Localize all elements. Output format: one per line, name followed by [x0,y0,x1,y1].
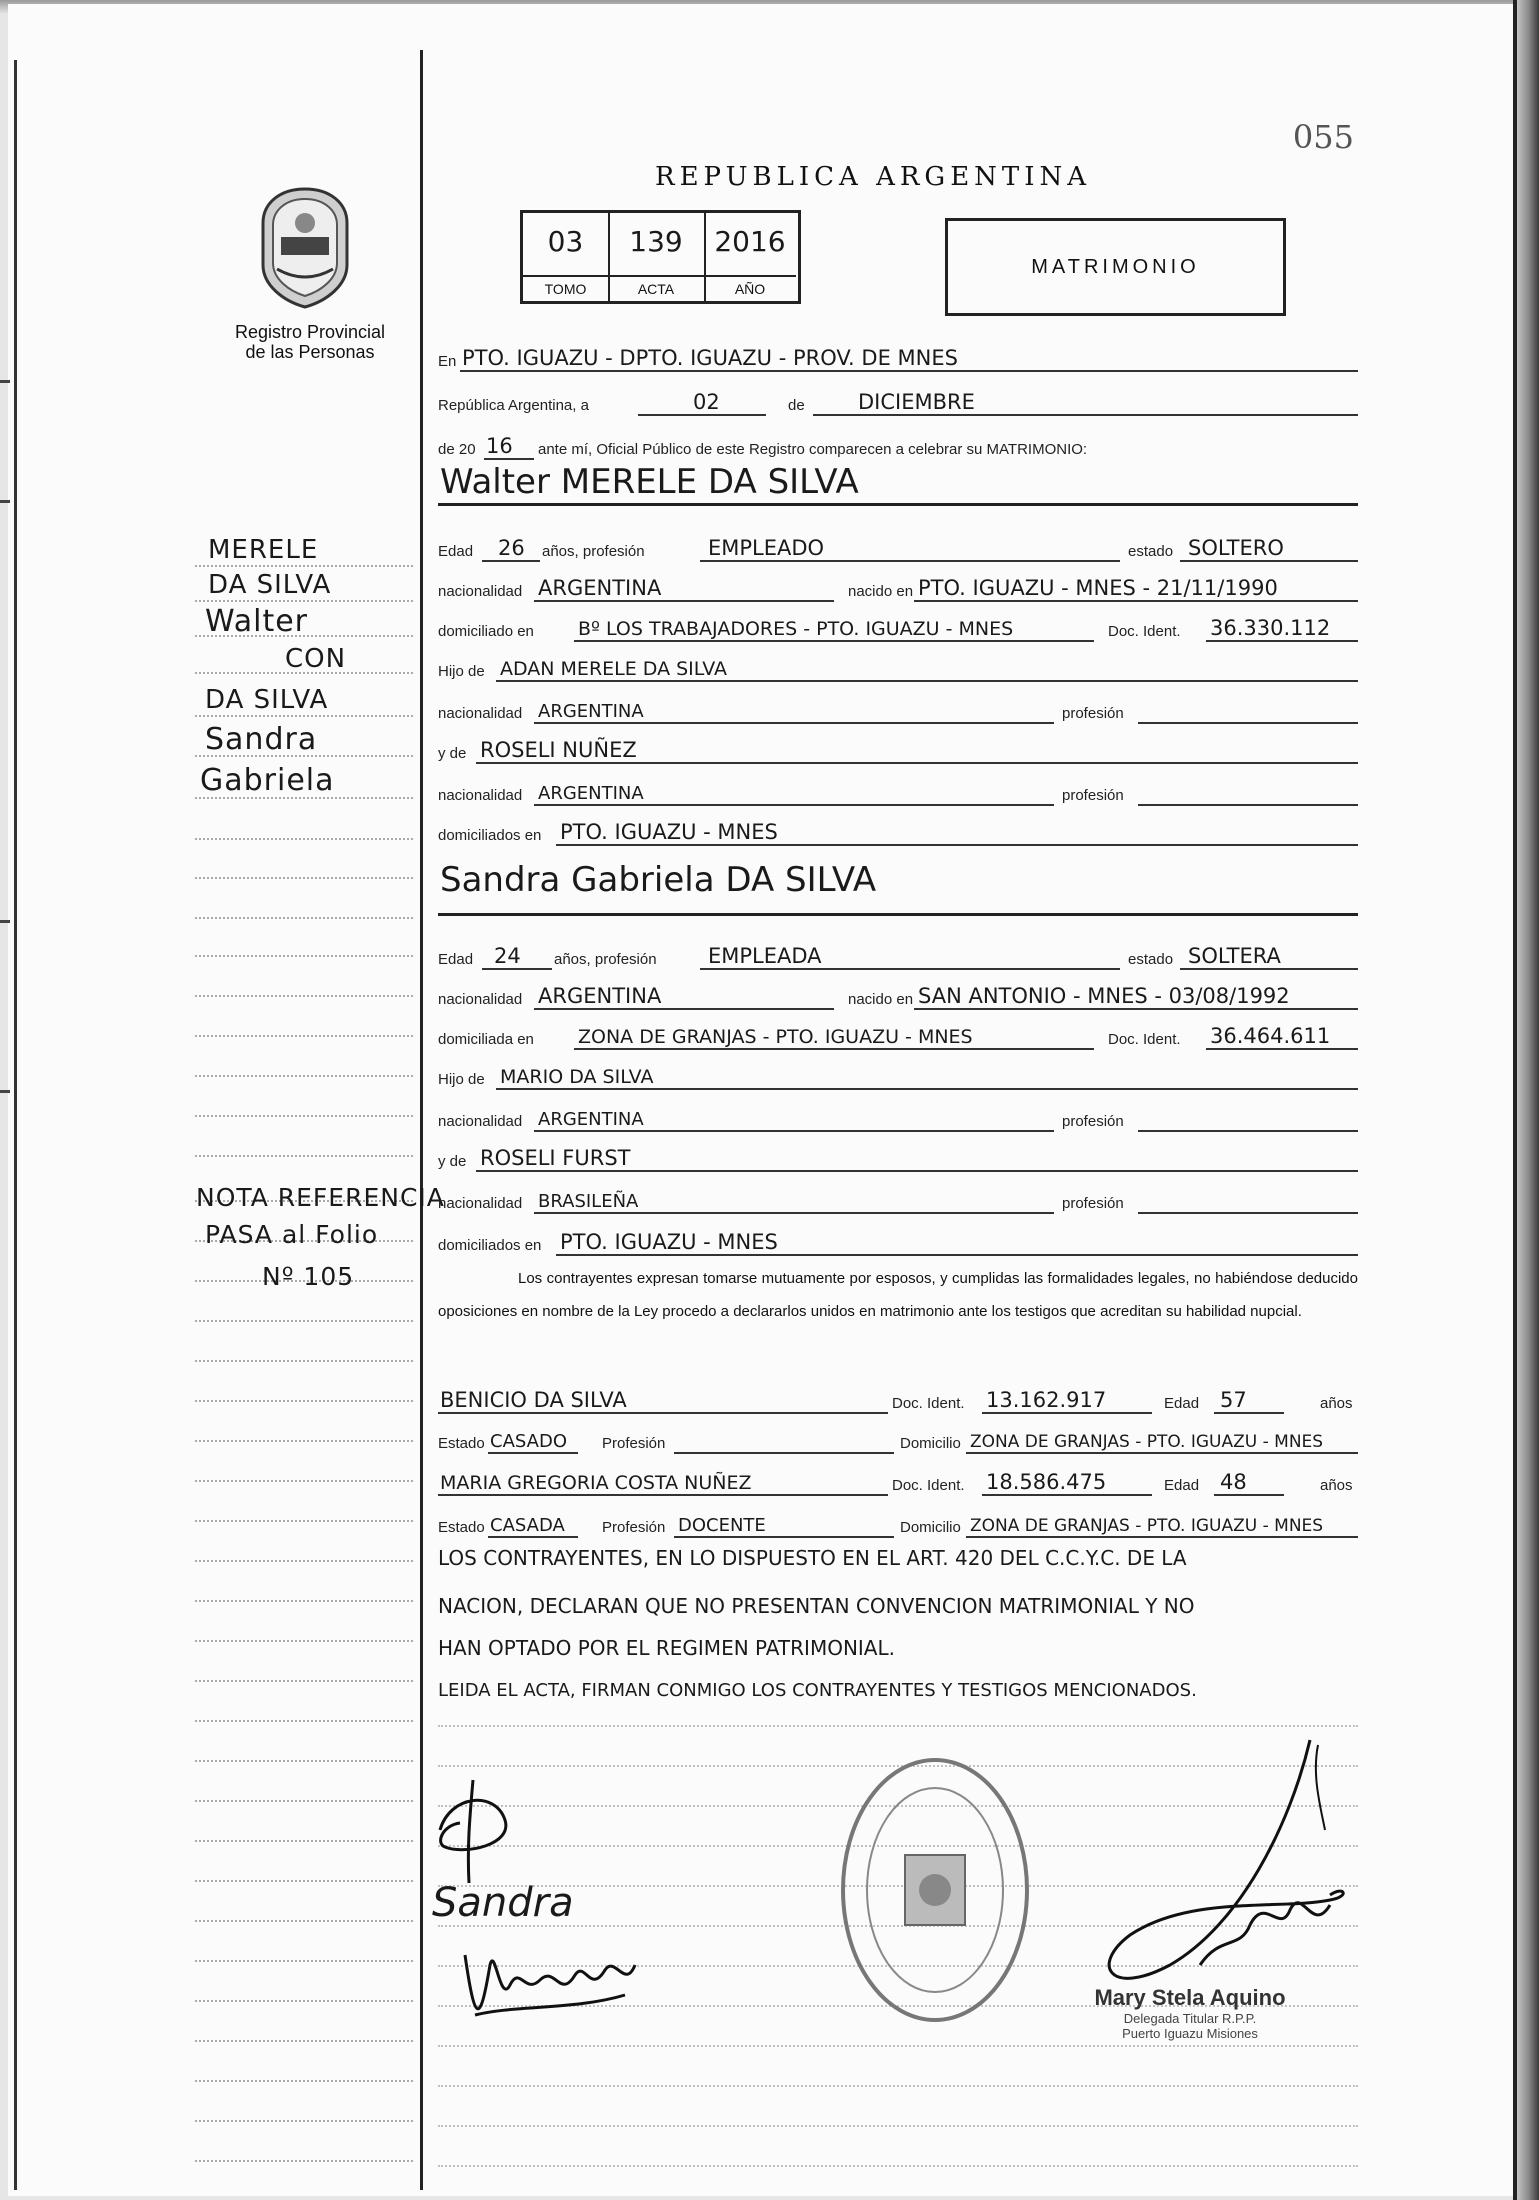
underline [638,414,766,416]
witness1-age: 57 [1220,1388,1247,1412]
witness2-civil-status: CASADA [490,1515,565,1536]
underline [700,968,1120,970]
edad-label: Edad [1164,1395,1200,1412]
doc-label: Doc. Ident. [1108,1031,1181,1048]
note-line-2: NACION, DECLARAN QUE NO PRESENTAN CONVENCION MATRIMONIAL Y NO [438,1594,1195,1618]
underline [1138,1130,1358,1132]
reference-box [520,210,801,304]
groom-age: 26 [498,536,525,560]
groom-full-name: Walter MERELE DA SILVA [440,462,859,502]
underline [574,1048,1094,1050]
underline [488,1452,578,1454]
groom-nationality: ARGENTINA [538,576,662,600]
underline [488,1536,578,1538]
nacido-label: nacido en [848,583,914,600]
father-label: Hijo de [438,663,485,680]
domicilio-label: Domicilio [900,1519,961,1536]
tomo-caption: TOMO [523,275,610,301]
margin-line [195,1720,413,1722]
margin-line [195,1480,413,1482]
year-label: de 20 [438,441,476,458]
acta-caption: ACTA [608,275,706,301]
bride-parents-address: PTO. IGUAZU - MNES [560,1230,778,1254]
margin-line [195,1960,413,1962]
groom-document: 36.330.112 [1210,616,1331,640]
anos-profesion-label: años, profesión [554,951,657,968]
tomo-value: 03 [547,225,584,258]
groom-profession: EMPLEADO [708,536,825,560]
profesion-label: profesión [1062,787,1124,804]
margin-line [195,565,413,567]
margin-reference-1: NOTA REFERENCIA [196,1183,445,1212]
underline [534,804,1054,806]
estado-label: estado [1128,951,1174,968]
mother-label: y de [438,745,467,762]
groom-age-row [438,532,1358,562]
ruled-line [438,2045,1358,2047]
estado-label: Estado [438,1519,485,1536]
ano-caption: AÑO [704,275,796,301]
bride-parents-address-row [438,1226,1358,1256]
groom-mother-nationality: ARGENTINA [538,783,644,804]
groom-father: ADAN MERELE DA SILVA [500,658,728,680]
underline [534,722,1054,724]
witness1-details-row [438,1424,1358,1454]
bride-father-nationality: ARGENTINA [538,1109,644,1130]
underline [966,1536,1358,1538]
margin-line [195,1920,413,1922]
groom-parents-address-row [438,816,1358,846]
bride-father: MARIO DA SILVA [500,1066,654,1088]
margin-line [195,600,413,602]
witness1-document: 13.162.917 [986,1388,1107,1412]
underline [1138,722,1358,724]
official-signature-icon [1050,1735,1360,2005]
edad-label: Edad [438,951,474,968]
republic-title: REPUBLICA ARGENTINA [655,162,1092,192]
underline [438,1412,888,1414]
margin-line [195,1155,413,1157]
margin-line [195,1115,413,1117]
father-label: Hijo de [438,1071,485,1088]
margin-groom-given: Walter [205,604,309,639]
mother-label: y de [438,1153,467,1170]
margin-line [195,838,413,840]
witness2-document: 18.586.475 [986,1470,1107,1494]
profesion-label: Profesión [602,1435,666,1452]
bride-nationality: ARGENTINA [538,984,662,1008]
registry-stamp-icon [835,1750,1035,2040]
underline [1214,1494,1284,1496]
note-line-4: LEIDA EL ACTA, FIRMAN CONMIGO LOS CONTRAYENTES Y TESTIGOS MENCIONADOS. [438,1680,1197,1701]
margin-bride-surname: DA SILVA [205,685,329,715]
underline [914,1008,1358,1010]
underline [534,1212,1054,1214]
nacionalidad-label: nacionalidad [438,787,523,804]
bride-full-name: Sandra Gabriela DA SILVA [440,860,877,900]
witness2-name: MARIA GREGORIA COSTA NUÑEZ [440,1472,752,1494]
left-binding-edge [14,60,17,2190]
groom-father-row [438,652,1358,682]
bride-father-row [438,1060,1358,1090]
underline [1138,1212,1358,1214]
witness2-row [438,1466,1358,1496]
margin-con: CON [285,644,347,674]
month-value: DICIEMBRE [858,390,975,414]
margin-line [195,1640,413,1642]
profesion-label: Profesión [602,1519,666,1536]
doc-label: Doc. Ident. [1108,623,1181,640]
margin-line [195,1800,413,1802]
margin-line [195,1600,413,1602]
doc-label: Doc. Ident. [892,1477,965,1494]
bride-address: ZONA DE GRANJAS - PTO. IGUAZU - MNES [578,1026,973,1048]
tomo-cell [523,213,610,275]
groom-father-nat-row [438,694,1358,724]
domiciliado-label: domiciliado en [438,623,534,640]
underline [496,1088,1358,1090]
record-type-box: MATRIMONIO [945,218,1286,316]
margin-line [195,1440,413,1442]
margin-line [195,2160,413,2162]
underline [476,762,1358,764]
bride-father-nat-row [438,1102,1358,1132]
bride-mother-row [438,1142,1358,1172]
section-rule [438,503,1358,506]
bride-signature: Sandra [432,1880,574,1926]
anos-label: años [1320,1395,1353,1412]
underline [1206,640,1358,642]
nacionalidad-label: nacionalidad [438,1113,523,1130]
edge-tick [0,380,10,383]
ano-value: 2016 [714,225,786,258]
bride-document: 36.464.611 [1210,1024,1331,1048]
bride-nationality-row [438,980,1358,1010]
opening-year-row [438,430,1358,460]
margin-line [195,917,413,919]
groom-mother: ROSELI NUÑEZ [480,738,637,762]
underline [982,1494,1152,1496]
profesion-label: profesión [1062,1113,1124,1130]
margin-line [195,2080,413,2082]
margin-line [195,2040,413,2042]
doc-label: Doc. Ident. [892,1395,965,1412]
underline [1180,968,1358,970]
margin-line [195,1560,413,1562]
underline [460,370,1358,372]
underline [534,600,834,602]
underline [482,968,552,970]
underline [574,640,1094,642]
edge-tick [0,920,10,923]
witness2-age: 48 [1220,1470,1247,1494]
official-signer-block [1075,1985,1305,2041]
intro-text: ante mí, Oficial Público de este Registro comparecen a celebrar su MATRIMONIO: [538,441,1088,458]
domiciliada-label: domiciliada en [438,1031,534,1048]
acta-value: 139 [629,225,683,258]
republica-label: República Argentina, a [438,397,589,414]
underline [484,458,534,460]
groom-address-row [438,612,1358,642]
nacionalidad-label: nacionalidad [438,1195,523,1212]
margin-line [195,1075,413,1077]
margin-line [195,877,413,879]
bride-profession: EMPLEADA [708,944,822,968]
provincial-seal-icon [255,185,355,310]
groom-parents-address: PTO. IGUAZU - MNES [560,820,778,844]
groom-signature-icon [425,1775,535,1890]
margin-line [195,1680,413,1682]
margin-line [195,1880,413,1882]
groom-father-nationality: ARGENTINA [538,701,644,722]
estado-label: Estado [438,1435,485,1452]
bride-birthplace-date: SAN ANTONIO - MNES - 03/08/1992 [918,984,1290,1008]
margin-reference-3: Nº 105 [262,1262,355,1291]
margin-reference-2: PASA al Folio [205,1220,379,1249]
witness1-name: BENICIO DA SILVA [440,1388,627,1412]
ruled-line [438,1725,1358,1727]
acta-cell [608,213,706,275]
underline [496,680,1358,682]
bride-civil-status: SOLTERA [1188,944,1281,968]
estado-label: estado [1128,543,1174,560]
note-line-1: LOS CONTRAYENTES, EN LO DISPUESTO EN EL ART. 420 DEL C.C.Y.C. DE LA [438,1546,1187,1570]
witness1-address: ZONA DE GRANJAS - PTO. IGUAZU - MNES [970,1432,1324,1452]
groom-mother-nat-row [438,776,1358,806]
ruled-line [438,2165,1358,2167]
margin-line [195,1520,413,1522]
underline [1214,1412,1284,1414]
underline [534,1130,1054,1132]
ruled-line [438,2085,1358,2087]
underline [982,1412,1152,1414]
margin-line [195,2000,413,2002]
witness1-civil-status: CASADO [490,1431,567,1452]
section-rule [438,913,1358,916]
ruled-line [438,2125,1358,2127]
profesion-label: profesión [1062,705,1124,722]
witness2-details-row [438,1508,1358,1538]
domiciliados-label: domiciliados en [438,827,542,844]
margin-line [195,1840,413,1842]
anos-profesion-label: años, profesión [542,543,645,560]
right-binding-edge [1513,0,1539,2200]
edad-label: Edad [438,543,474,560]
opening-place-row [438,342,1358,372]
edad-label: Edad [1164,1477,1200,1494]
bride-mother: ROSELI FURST [480,1146,631,1170]
margin-line [195,1400,413,1402]
official-office: Puerto Iguazu Misiones [1122,2026,1258,2041]
domiciliados-label: domiciliados en [438,1237,542,1254]
ano-cell [704,213,796,275]
official-name: Mary Stela Aquino [1094,1985,1286,2010]
margin-line [195,2120,413,2122]
underline [700,560,1120,562]
margin-line [195,1360,413,1362]
witness-signature-icon [455,1935,645,2035]
anos-label: años [1320,1477,1353,1494]
underline [914,600,1358,602]
underline [556,1254,1358,1256]
margin-line [195,995,413,997]
groom-mother-row [438,734,1358,764]
underline [476,1170,1358,1172]
margin-groom-surname-2: DA SILVA [208,570,332,600]
underline [966,1452,1358,1454]
margin-line [195,1035,413,1037]
en-label: En [438,353,457,370]
underline [556,844,1358,846]
nacionalidad-label: nacionalidad [438,991,523,1008]
official-title: Delegada Titular R.P.P. [1123,2011,1257,2026]
margin-rule [420,50,423,2190]
margin-bride-given-2: Gabriela [200,763,335,798]
bride-age: 24 [494,944,521,968]
place-value: PTO. IGUAZU - DPTO. IGUAZU - PROV. DE MNES [462,346,958,370]
margin-line [195,1320,413,1322]
registry-label-line2: de las Personas [245,342,375,362]
edge-tick [0,500,10,503]
bride-age-row [438,940,1358,970]
day-value: 02 [693,390,720,414]
folio-number: 055 [1292,118,1354,156]
groom-nationality-row [438,572,1358,602]
nacionalidad-label: nacionalidad [438,583,523,600]
margin-groom-surname-1: MERELE [208,535,319,565]
groom-birthplace-date: PTO. IGUAZU - MNES - 21/11/1990 [918,576,1278,600]
margin-line [195,955,413,957]
opening-date-row [438,386,1358,416]
declaration-text: Los contrayentes expresan tomarse mutuamente por esposos, y cumplidas las formalidades legales, no habiéndose deducido oposiciones en nombre de la Ley procedo a declararlos unidos en matrimonio ante los testigos que acreditan su habilidad nupcial. [438,1270,1358,1320]
underline [1138,804,1358,806]
registry-label-line1: Registro Provincial [234,322,386,342]
nacionalidad-label: nacionalidad [438,705,523,722]
de-label: de [788,397,805,414]
registry-label [205,322,415,362]
witness1-row [438,1384,1358,1414]
groom-address: Bº LOS TRABAJADORES - PTO. IGUAZU - MNES [578,618,1014,640]
underline [813,414,1358,416]
bride-address-row [438,1020,1358,1050]
year-digits: 16 [486,434,513,458]
note-line-3: HAN OPTADO POR EL REGIMEN PATRIMONIAL. [438,1636,895,1660]
domicilio-label: Domicilio [900,1435,961,1452]
underline [1206,1048,1358,1050]
witness2-address: ZONA DE GRANJAS - PTO. IGUAZU - MNES [970,1516,1324,1536]
groom-civil-status: SOLTERO [1188,536,1284,560]
underline [534,1008,834,1010]
margin-line [195,1760,413,1762]
underline [674,1452,894,1454]
underline [1180,560,1358,562]
underline [674,1536,894,1538]
edge-tick [0,1090,10,1093]
underline [438,1494,888,1496]
witness2-profession: DOCENTE [678,1515,766,1536]
margin-bride-given-1: Sandra [205,722,318,757]
bride-mother-nationality: BRASILEÑA [538,1191,639,1212]
underline [482,560,540,562]
nacido-label: nacido en [848,991,914,1008]
profesion-label: profesión [1062,1195,1124,1212]
margin-line [195,715,413,717]
bride-mother-nat-row [438,1184,1358,1214]
